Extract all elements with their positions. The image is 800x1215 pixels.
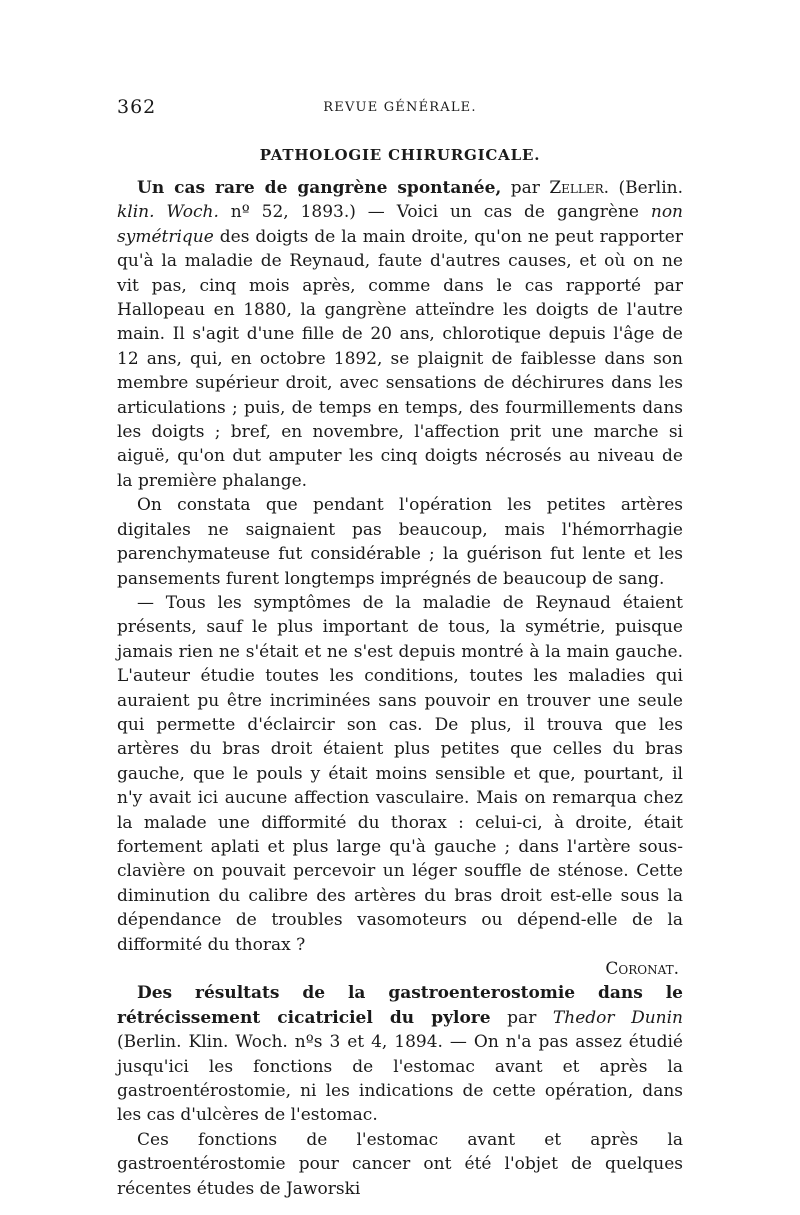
article2-paragraph-1 <box>117 981 683 1127</box>
article1-paragraph-1 <box>117 176 683 493</box>
article2-paragraph-2: Ces fonctions de l'estomac avant et après la gastroentérostomie pour cancer ont été l'objet de quelques récentes études de Jaworski <box>117 1129 683 1199</box>
article2-ref: (Berlin. Klin. Woch. nºs 3 et 4, 1894. — On n'a pas assez étudié jusqu'ici les fonctions de l'estomac avant et après la gastroentérostomie, ni les indications de cette opération, dans les cas d'ulcères de l'estomac. <box>117 1032 683 1126</box>
article1-author: Zeller. <box>549 178 610 198</box>
section-title: PATHOLOGIE CHIRURGICALE. <box>259 146 541 164</box>
article2-title: Des résultats de la gastroenterostomie dans le rétrécissement cicatriciel du pylore <box>117 983 683 1028</box>
page-number: 362 <box>117 96 157 118</box>
article1-ref-open: (Berlin. <box>609 178 683 198</box>
article-body <box>117 176 683 1201</box>
article1-text-1: des doigts de la main droite, qu'on ne peut rapporter qu'à la maladie de Reynaud, faute d'autres causes, et où on ne vit pas, cinq mois après, comme dans le cas rapporté par Hallopeau en 1880, la gangrène atteïndre les doigts de l'autre main. Il s'agit d'une fille de 20 ans, chlorotique depuis l'âge de 12 ans, qui, en octobre 1892, se plaignit de faiblesse dans son membre supérieur droit, avec sensations de déchirures dans les articulations ; puis, de temps en temps, des fourmillements dans les doigts ; bref, en novembre, l'affection prit une marche si aiguë, qu'on dut amputer les cinq doigts nécrosés au niveau de la première phalange. <box>117 226 683 491</box>
running-title: REVUE GÉNÉRALE. <box>323 100 477 115</box>
article1-journal: klin. Woch. <box>117 202 219 223</box>
article1-paragraph-3: — Tous les symptômes de la maladie de Reynaud étaient présents, sauf le plus important de tous, la symétrie, puisque jamais rien ne s'était et ne s'est depuis montré à la main gauche. L'auteur étudie toutes les conditions, toutes les maladies qui auraient pu être incriminées sans pouvoir en trouver une seule qui permette d'éclaircir son cas. De plus, il trouva que les artères du bras droit étaient plus petites que celles du bras gauche, que le pouls y était moins sensible et que, pourtant, il n'y avait ici aucune affection vasculaire. Mais on remarqua chez la malade une difformité du thorax : celui-ci, à droite, était fortement aplati et plus large qu'à gauche ; dans l'artère sous-clavière on pouvait percevoir un léger souffle de sténose. Cette diminution du calibre des artères du bras droit est-elle sous la dépendance de troubles vasomoteurs ou dépend-elle de la difformité du thorax ? <box>117 592 683 955</box>
article1-title: Un cas rare de gangrène spontanée, <box>137 178 502 198</box>
article1-signature: Coronat. <box>605 959 679 979</box>
article1-paragraph-2: On constata que pendant l'opération les petites artères digitales ne saignaient pas beaucoup, mais l'hémorrhagie parenchymateuse fut considérable ; la guérison fut lente et les pansements furent longtemps imprégnés de beaucoup de sang. <box>117 495 683 589</box>
running-head <box>117 96 683 120</box>
article1-emphasis: non symétrique <box>117 202 684 247</box>
article1-ref-rest: nº 52, 1893.) — Voici un cas de gangrène <box>218 202 651 223</box>
article1-by: par <box>501 178 550 198</box>
article2-author: Thedor Dunin <box>552 1007 683 1028</box>
article2-by: par <box>490 1007 553 1028</box>
